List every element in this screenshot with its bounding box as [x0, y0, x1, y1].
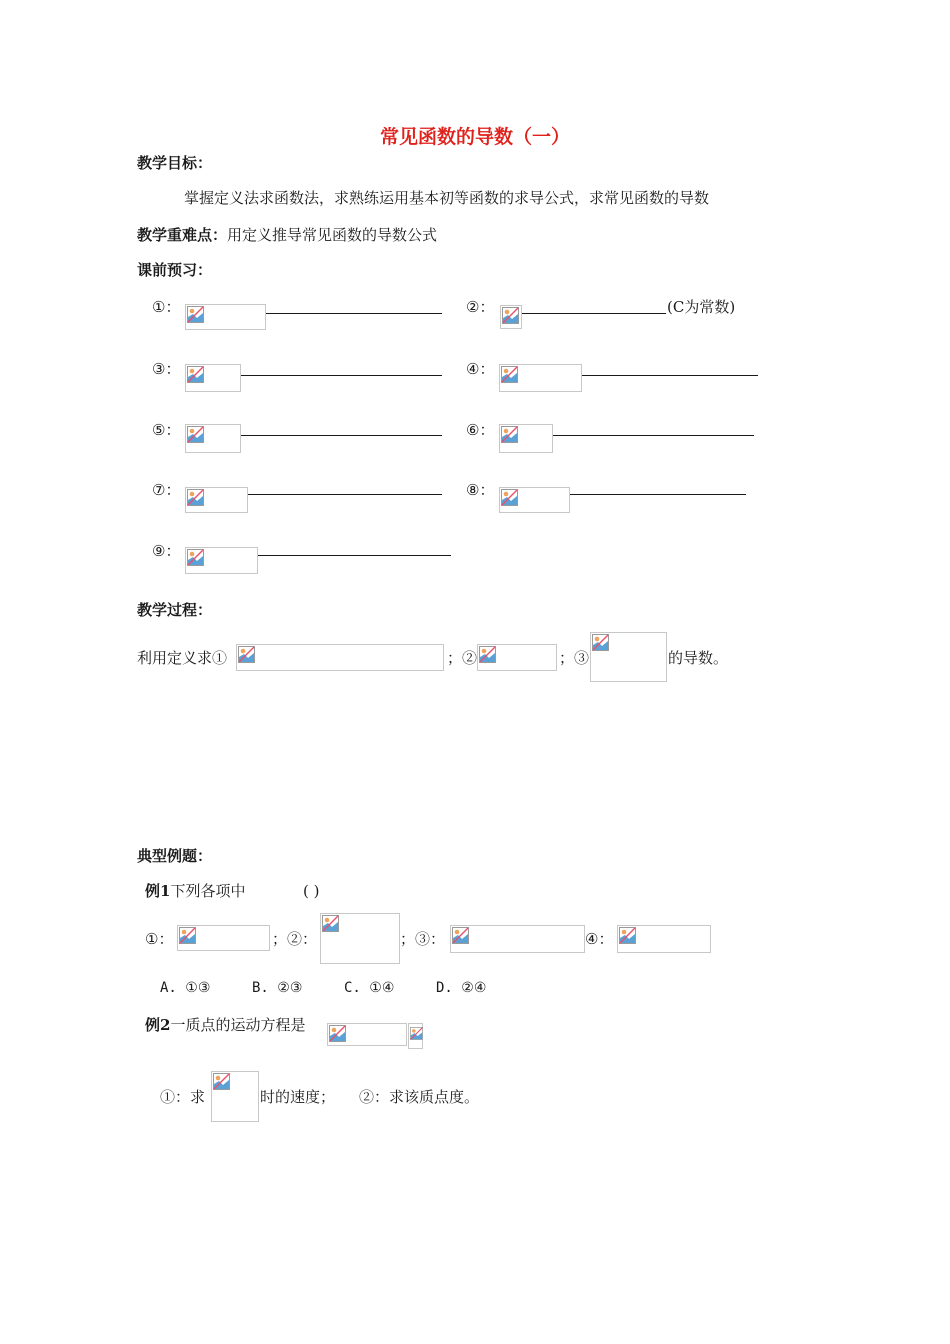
example-1-line [145, 881, 245, 901]
preview-item-9-blank [258, 555, 451, 556]
example-1-option-b: B. ②③ [252, 980, 303, 996]
preview-item-4-label: ④： [466, 360, 495, 378]
preview-item-5-label: ⑤： [152, 421, 181, 439]
keypoint-text: 用定义推导常见函数的导数公式 [227, 226, 438, 244]
broken-image-icon [502, 307, 519, 324]
goal-heading: 教学目标： [137, 154, 213, 172]
preview-item-5-blank [241, 435, 442, 436]
broken-image-icon [238, 646, 255, 663]
example-1-option-a: A. ①③ [160, 980, 211, 996]
preview-item-7-blank [248, 494, 442, 495]
broken-image-icon [187, 489, 204, 506]
broken-image-icon [329, 1025, 346, 1042]
example-2-text: 一质点的运动方程是 [170, 1016, 306, 1034]
broken-image-icon [501, 366, 518, 383]
preview-item-4-formula [499, 364, 582, 392]
preview-item-6-blank [553, 435, 754, 436]
preview-item-2-suffix: (C为常数) [667, 298, 736, 316]
broken-image-icon [410, 1025, 423, 1042]
preview-item-7-formula [185, 487, 248, 513]
process-formula-3 [590, 632, 667, 682]
preview-item-8-formula [499, 487, 570, 513]
preview-item-9-label: ⑨： [152, 542, 181, 560]
preview-item-4-blank [582, 375, 758, 376]
process-formula-2 [477, 644, 557, 671]
example-2-formula-tail [408, 1023, 423, 1049]
keypoint-line [137, 225, 437, 245]
preview-item-2-blank [522, 313, 666, 314]
example-1-item-2-label: ；②： [272, 930, 318, 948]
preview-item-1-label: ①： [152, 298, 181, 316]
example-2-label: 例2 [145, 1016, 171, 1034]
process-heading: 教学过程： [137, 601, 213, 619]
broken-image-icon [187, 366, 204, 383]
examples-heading: 典型例题： [137, 847, 213, 865]
preview-item-3-label: ③： [152, 360, 181, 378]
example-2-formula [327, 1023, 407, 1046]
broken-image-icon [213, 1073, 230, 1090]
example-1-option-d: D. ②④ [436, 980, 487, 996]
example-1-label: 例1 [145, 882, 171, 900]
preview-item-6-formula [499, 424, 553, 453]
broken-image-icon [187, 426, 204, 443]
preview-item-3-formula [185, 364, 241, 392]
process-formula-1 [236, 644, 444, 671]
preview-item-8-blank [570, 494, 746, 495]
example-2-line [145, 1015, 305, 1035]
example-1-item-1-formula [177, 925, 270, 951]
broken-image-icon [501, 489, 518, 506]
example-1-item-3-formula [450, 925, 585, 953]
example-1-item-4-formula [617, 925, 711, 953]
broken-image-icon [619, 927, 636, 944]
example-1-item-3-label: ；③： [400, 930, 446, 948]
page-title: 常见函数的导数（一） [379, 126, 570, 148]
example-1-answer-paren: ( ) [303, 882, 320, 900]
goal-text: 掌握定义法求函数法，求熟练运用基本初等函数的求导公式，求常见函数的导数 [184, 189, 710, 207]
example-2-q1-formula [211, 1071, 259, 1122]
preview-item-6-label: ⑥： [466, 421, 495, 439]
broken-image-icon [592, 634, 609, 651]
broken-image-icon [322, 915, 339, 932]
preview-item-1-formula [185, 304, 266, 330]
broken-image-icon [479, 646, 496, 663]
example-2-q1-prefix: ①：求 [160, 1088, 206, 1106]
preview-item-1-blank [266, 313, 442, 314]
broken-image-icon [187, 549, 204, 566]
process-sep-2: ；③ [559, 649, 590, 667]
broken-image-icon [452, 927, 469, 944]
example-1-item-4-label: ④： [585, 930, 614, 948]
preview-heading: 课前预习： [137, 261, 213, 279]
example-1-option-c: C. ①④ [344, 980, 395, 996]
preview-item-2-formula [500, 305, 522, 329]
example-1-text: 下列各项中 [170, 882, 246, 900]
broken-image-icon [179, 927, 196, 944]
process-suffix: 的导数。 [668, 649, 729, 667]
broken-image-icon [501, 426, 518, 443]
preview-item-7-label: ⑦： [152, 481, 181, 499]
process-sep-1: ；② [447, 649, 478, 667]
preview-item-8-label: ⑧： [466, 481, 495, 499]
preview-item-9-formula [185, 547, 258, 574]
preview-item-2-label: ②： [466, 298, 495, 316]
example-1-item-1-label: ①： [145, 930, 174, 948]
preview-item-5-formula [185, 424, 241, 453]
preview-item-3-blank [241, 375, 442, 376]
process-prefix: 利用定义求① [137, 649, 228, 667]
keypoint-heading: 教学重难点： [137, 226, 228, 244]
broken-image-icon [187, 306, 204, 323]
example-1-item-2-formula [320, 913, 400, 964]
example-2-q1-suffix: 时的速度； [260, 1088, 336, 1106]
example-2-q2: ②：求该质点度。 [359, 1088, 480, 1106]
